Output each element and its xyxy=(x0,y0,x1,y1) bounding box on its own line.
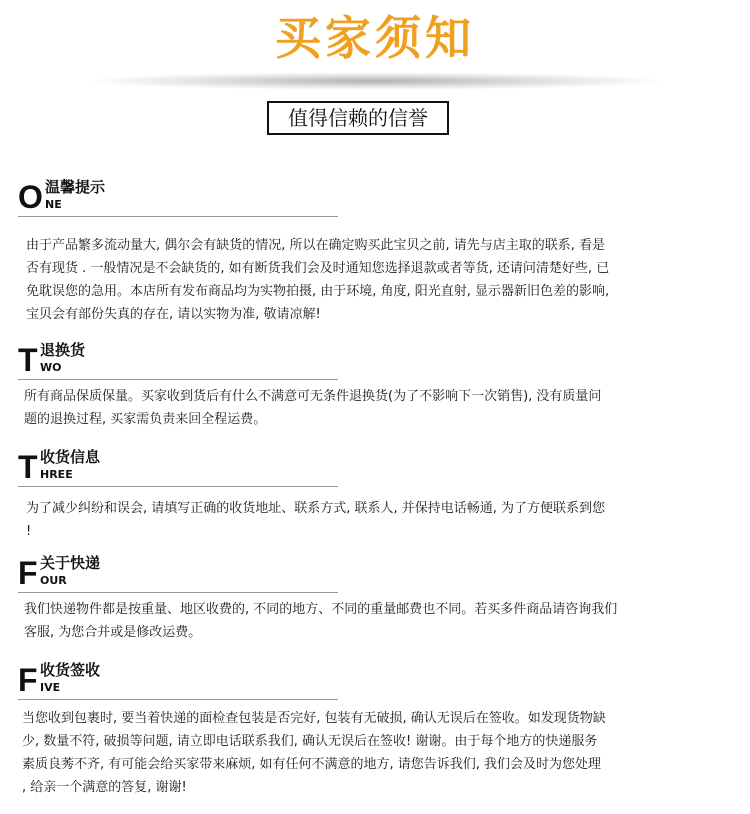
section-title: 收货签收 xyxy=(40,661,101,679)
section-heading xyxy=(18,556,738,590)
page-title: 买家须知 xyxy=(275,11,475,65)
body-line: 素质良莠不齐, 有可能会给买家带来麻烦, 如有任何不满意的地方, 请您告诉我们, 我们会及时为您处理 xyxy=(22,757,602,772)
section-title: 收货信息 xyxy=(40,448,101,466)
section-ordinal-rest: NE xyxy=(45,198,62,211)
body-line: 宝贝会有部份失真的存在, 请以实物为准, 敬请凉解! xyxy=(26,307,321,322)
section-heading xyxy=(18,343,738,377)
section-ordinal-rest: IVE xyxy=(40,681,61,694)
section-warm-tips xyxy=(18,178,738,322)
body-line: 免耽误您的急用。本店所有发布商品均为实物拍摄, 由于环境, 角度, 阳光直射, 显示器新旧色差的影响, xyxy=(26,284,610,299)
section-ordinal-rest: HREE xyxy=(40,468,73,481)
section-body xyxy=(24,598,724,644)
section-heading xyxy=(18,663,738,697)
body-line: 所有商品保质保量。买家收到货后有什么不满意可无条件退换货(为了不影响下一次销售), 没有质量问 xyxy=(24,389,602,404)
section-divider xyxy=(18,592,338,593)
section-body xyxy=(26,234,726,326)
body-line: 少, 数量不符, 破损等问题, 请立即电话联系我们, 确认无误后在签收! 谢谢。由于每个地方的快递服务 xyxy=(22,734,598,749)
section-title: 关于快递 xyxy=(40,554,101,572)
subtitle-box: 值得信赖的信誉 xyxy=(267,101,449,135)
section-returns xyxy=(18,341,738,427)
body-line: 我们快递物件都是按重量、地区收费的, 不同的地方、不同的重量邮费也不同。若买多件商品请咨询我们 xyxy=(24,602,618,617)
section-courier xyxy=(18,554,738,640)
section-divider xyxy=(18,486,338,487)
body-line: 由于产品繁多流动量大, 偶尔会有缺货的情况, 所以在确定购买此宝贝之前, 请先与店主取的联系, 看是 xyxy=(26,238,606,253)
body-line: 当您收到包裹时, 要当着快递的面检查包装是否完好, 包装有无破损, 确认无误后在签收。如发现货物缺 xyxy=(22,711,606,726)
body-line: 为了减少纠纷和误会, 请填写正确的收货地址、联系方式, 联系人, 并保持电话畅通, 为了方便联系到您 xyxy=(26,501,606,516)
section-title: 退换货 xyxy=(40,341,86,359)
section-body xyxy=(24,385,724,431)
section-heading xyxy=(18,450,738,484)
body-line: ! xyxy=(26,524,32,539)
section-heading xyxy=(18,180,738,214)
section-shipping-info xyxy=(18,448,738,539)
title-shadow-divider xyxy=(80,72,670,90)
section-big-letter: F xyxy=(18,555,38,591)
section-big-letter: T xyxy=(18,342,38,378)
section-ordinal-rest: WO xyxy=(40,361,62,374)
section-title: 温馨提示 xyxy=(45,178,106,196)
section-receipt xyxy=(18,661,738,795)
section-big-letter: T xyxy=(18,449,38,485)
section-big-letter: O xyxy=(18,179,43,215)
section-divider xyxy=(18,379,338,380)
section-divider xyxy=(18,216,338,217)
body-line: 否有现货 . 一般情况是不会缺货的, 如有断货我们会及时通知您选择退款或者等货, 还请问清楚好些, 已 xyxy=(26,261,610,276)
body-line: 题的退换过程, 买家需负责来回全程运费。 xyxy=(24,412,267,427)
section-divider xyxy=(18,699,338,700)
section-big-letter: F xyxy=(18,662,38,698)
section-body xyxy=(22,707,722,799)
body-line: , 给亲一个满意的答复, 谢谢! xyxy=(22,780,187,795)
section-ordinal-rest: OUR xyxy=(40,574,67,587)
section-body xyxy=(26,497,726,543)
body-line: 客服, 为您合并或是修改运费。 xyxy=(24,625,202,640)
